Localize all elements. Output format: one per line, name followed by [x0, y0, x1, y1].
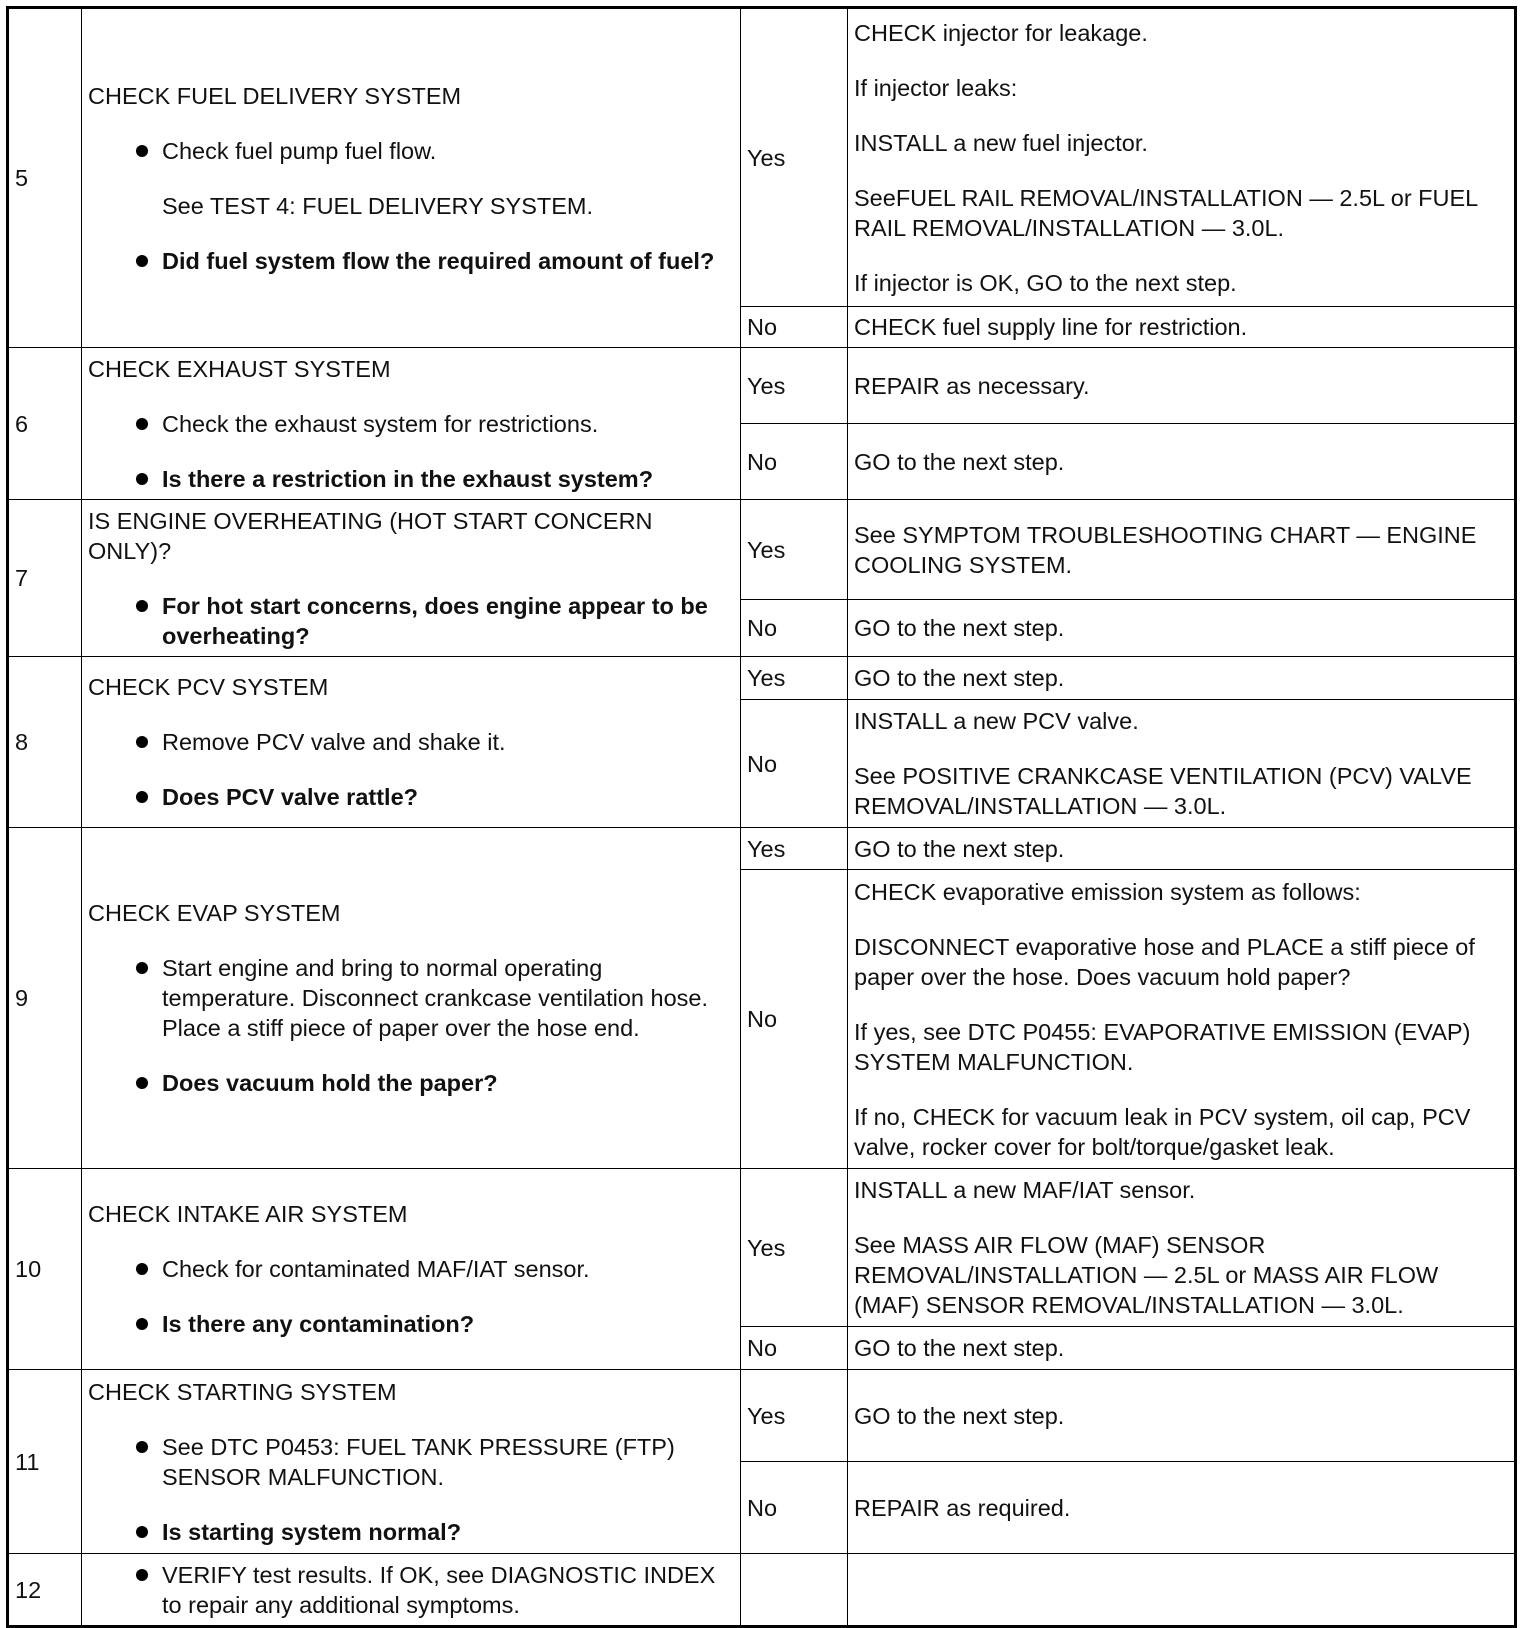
answer-yes: Yes	[741, 500, 848, 600]
result-no	[848, 1462, 1516, 1554]
step-bullet: Start engine and bring to normal operating temperature. Disconnect crankcase ventilation hose. Place a stiff piece of paper over the hose end.	[88, 953, 734, 1043]
result-yes	[848, 828, 1516, 870]
step-action	[82, 657, 741, 828]
step-question: Does PCV valve rattle?	[88, 782, 734, 812]
step-bullet: Check fuel pump fuel flow.	[88, 136, 734, 166]
result-line: CHECK fuel supply line for restriction.	[854, 314, 1248, 340]
result-line: GO to the next step.	[854, 1335, 1065, 1361]
result-line: CHECK evaporative emission system as follows:	[854, 878, 1361, 905]
step-note: See TEST 4: FUEL DELIVERY SYSTEM.	[162, 192, 594, 219]
step-title: CHECK INTAKE AIR SYSTEM	[88, 1201, 408, 1227]
answer-no: No	[741, 700, 848, 828]
step-number: 6	[8, 348, 82, 500]
step-action	[82, 1554, 741, 1627]
result-no	[848, 307, 1516, 348]
step-row-12	[8, 1554, 1516, 1627]
step-row-6	[8, 348, 1516, 424]
diagnostic-table	[6, 6, 1517, 1628]
step-bullet: Remove PCV valve and shake it.	[88, 727, 734, 757]
step-title: IS ENGINE OVERHEATING (HOT START CONCERN ONLY)?	[88, 507, 653, 564]
result-line: GO to the next step.	[854, 665, 1065, 691]
result-yes	[848, 657, 1516, 700]
step-number: 5	[8, 8, 82, 348]
step-question: Is there any contamination?	[88, 1309, 734, 1339]
step-action	[82, 348, 741, 500]
answer-no: No	[741, 600, 848, 657]
step-title: CHECK FUEL DELIVERY SYSTEM	[88, 82, 462, 109]
result-line: If injector leaks:	[854, 74, 1018, 101]
answer-no: No	[741, 1462, 848, 1554]
step-number: 11	[8, 1370, 82, 1554]
answer-no: No	[741, 1327, 848, 1370]
result-yes	[848, 1370, 1516, 1462]
result-no	[848, 700, 1516, 828]
result-line: GO to the next step.	[854, 1402, 1065, 1429]
result-line: CHECK injector for leakage.	[854, 19, 1148, 46]
result-line: DISCONNECT evaporative hose and PLACE a stiff piece of paper over the hose. Does vacuum hold paper?	[854, 933, 1475, 990]
step-question: Is there a restriction in the exhaust system?	[88, 464, 734, 494]
step-question: Did fuel system flow the required amount of fuel?	[88, 246, 734, 276]
step-bullet: Check the exhaust system for restrictions.	[88, 409, 734, 439]
result-line: INSTALL a new MAF/IAT sensor.	[854, 1177, 1196, 1203]
result-empty	[848, 1554, 1516, 1627]
result-no	[848, 1327, 1516, 1370]
step-title: CHECK EXHAUST SYSTEM	[88, 355, 391, 382]
result-line: INSTALL a new PCV valve.	[854, 708, 1139, 734]
step-question: Is starting system normal?	[88, 1517, 734, 1547]
answer-yes: Yes	[741, 8, 848, 307]
answer-yes: Yes	[741, 1169, 848, 1327]
step-number: 7	[8, 500, 82, 657]
result-yes	[848, 8, 1516, 307]
answer-empty	[741, 1554, 848, 1627]
result-line: See SYMPTOM TROUBLESHOOTING CHART — ENGINE COOLING SYSTEM.	[854, 521, 1477, 578]
step-question: For hot start concerns, does engine appear to be overheating?	[88, 591, 734, 651]
result-line: If no, CHECK for vacuum leak in PCV system, oil cap, PCV valve, rocker cover for bolt/torque/gasket leak.	[854, 1103, 1471, 1160]
step-bullet: See DTC P0453: FUEL TANK PRESSURE (FTP) SENSOR MALFUNCTION.	[88, 1432, 734, 1492]
step-row-5	[8, 8, 1516, 307]
result-line: If yes, see DTC P0455: EVAPORATIVE EMISSION (EVAP) SYSTEM MALFUNCTION.	[854, 1018, 1471, 1075]
result-line: SeeFUEL RAIL REMOVAL/INSTALLATION — 2.5L or FUEL RAIL REMOVAL/INSTALLATION — 3.0L.	[854, 184, 1478, 241]
result-line: INSTALL a new fuel injector.	[854, 129, 1148, 156]
result-no	[848, 870, 1516, 1169]
result-line: REPAIR as necessary.	[854, 372, 1090, 399]
step-action	[82, 500, 741, 657]
step-number: 10	[8, 1169, 82, 1370]
step-number: 12	[8, 1554, 82, 1627]
step-row-9	[8, 828, 1516, 870]
step-bullet: Check for contaminated MAF/IAT sensor.	[88, 1254, 734, 1284]
step-row-8	[8, 657, 1516, 700]
result-yes	[848, 348, 1516, 424]
answer-no: No	[741, 424, 848, 500]
step-action	[82, 8, 741, 348]
step-title: CHECK EVAP SYSTEM	[88, 900, 341, 926]
step-action	[82, 1169, 741, 1370]
step-question: Does vacuum hold the paper?	[88, 1068, 734, 1098]
result-line: See MASS AIR FLOW (MAF) SENSOR REMOVAL/INSTALLATION — 2.5L or MASS AIR FLOW (MAF) SENSOR REMOVAL/INSTALLATION — 3.0L.	[854, 1232, 1439, 1318]
step-number: 8	[8, 657, 82, 828]
result-line: See POSITIVE CRANKCASE VENTILATION (PCV) VALVE REMOVAL/INSTALLATION — 3.0L.	[854, 763, 1472, 819]
result-no	[848, 600, 1516, 657]
answer-no: No	[741, 307, 848, 348]
result-line: GO to the next step.	[854, 835, 1065, 862]
step-title: CHECK STARTING SYSTEM	[88, 1378, 397, 1405]
result-yes	[848, 1169, 1516, 1327]
answer-no: No	[741, 870, 848, 1169]
step-action	[82, 1370, 741, 1554]
step-action	[82, 828, 741, 1169]
answer-yes: Yes	[741, 348, 848, 424]
result-line: GO to the next step.	[854, 615, 1065, 641]
result-no	[848, 424, 1516, 500]
answer-yes: Yes	[741, 657, 848, 700]
step-title: CHECK PCV SYSTEM	[88, 674, 329, 700]
step-row-10	[8, 1169, 1516, 1327]
result-yes	[848, 500, 1516, 600]
step-bullet: VERIFY test results. If OK, see DIAGNOSTIC INDEX to repair any additional symptoms.	[88, 1560, 734, 1620]
step-row-7	[8, 500, 1516, 600]
answer-yes: Yes	[741, 828, 848, 870]
answer-yes: Yes	[741, 1370, 848, 1462]
result-line: GO to the next step.	[854, 448, 1065, 475]
result-line: REPAIR as required.	[854, 1494, 1071, 1521]
result-line: If injector is OK, GO to the next step.	[854, 269, 1237, 296]
step-row-11	[8, 1370, 1516, 1462]
step-number: 9	[8, 828, 82, 1169]
